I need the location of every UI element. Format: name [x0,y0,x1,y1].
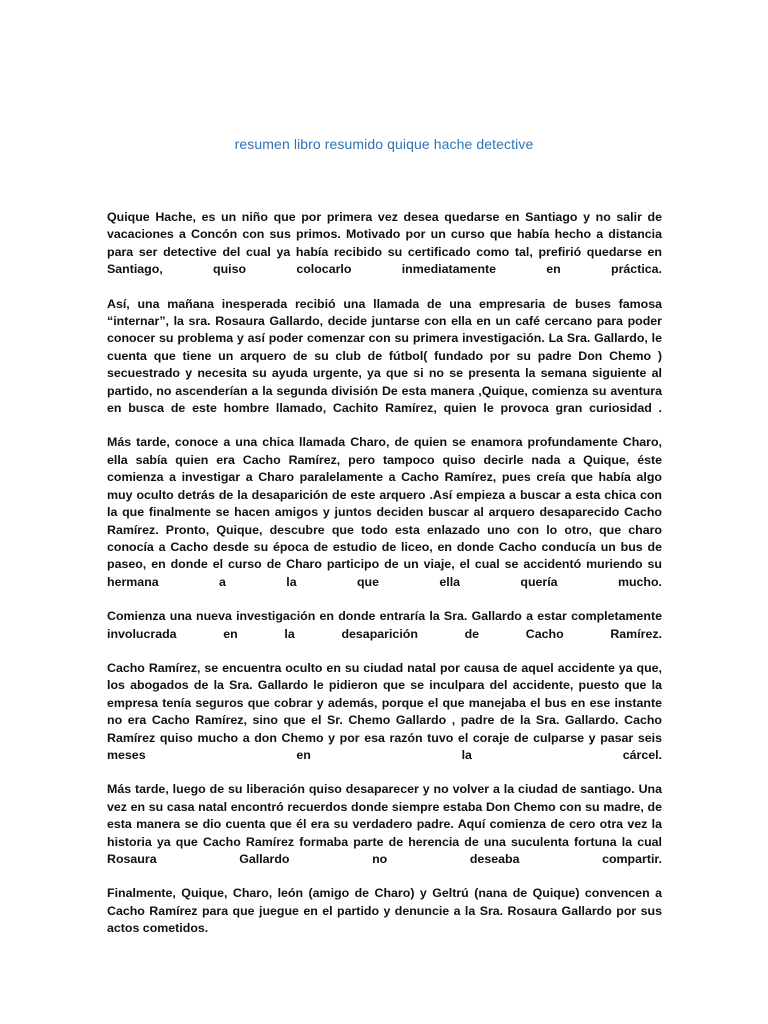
paragraph-4: Comienza una nueva investigación en donde entraría la Sra. Gallardo a estar completamente involucrada en la desaparición de Cacho Ramírez. [107,609,662,641]
paragraph-5: Cacho Ramírez, se encuentra oculto en su ciudad natal por causa de aquel accidente ya que, los abogados de la Sra. Gallardo le pidieron que se inculpara del accidente, puesto que la empresa tenía seguros que cobrar y además, porque el que manejaba el bus en ese instante no era Cacho Ramírez, sino que el Sr. Chemo Gallardo , padre de la Sra. Gallardo. Cacho Ramírez quiso mucho a don Chemo y por esa razón tuvo el coraje de culparse y pasar seis meses en la cárcel. [107,660,662,762]
paragraph-3: Más tarde, conoce a una chica llamada Charo, de quien se enamora profundamente Charo, ella sabía quien era Cacho Ramírez, pero tampoco quiso decirle nada a Quique, éste comienza a investigar a Charo paralelamente a Cacho Ramírez, pues creía que había algo muy oculto detrás de la desaparición de este arquero .Así empieza a buscar a esta chica con la que finalmente se hacen amigos y juntos deciden buscar al arquero desaparecido Cacho Ramírez. Pronto, Quique, descubre que todo esta enlazado uno con lo otro, que charo conocía a Cacho desde su época de estudio de liceo, en donde Cacho conducía un bus de paseo, en donde el curso de Charo participo de un viaje, el cual se accidentó muriendo su hermana a la que ella quería mucho. [107,435,662,589]
document-title: resumen libro resumido quique hache detective [234,136,534,152]
paragraph-2: Así, una mañana inesperada recibió una llamada de una empresaria de buses famosa “internar”, la sra. Rosaura Gallardo, decide juntarse con ella en un café cercano para poder conocer su problema y así poder comenzar con su primera investigación. La Sra. Gallardo, le cuenta que tiene un arquero de su club de fútbol( fundado por su padre Don Chemo ) secuestrado y necesita su ayuda urgente, ya que si no se presenta la semana siguiente al partido, no ascenderían a la segunda división De esta manera ,Quique, comienza su aventura en busca de este hombre llamado, Cachito Ramírez, quien le provoca gran curiosidad . [107,296,662,416]
paragraph-7: Finalmente, Quique, Charo, león (amigo de Charo) y Geltrú (nana de Quique) convencen a Cacho Ramírez para que juegue en el partido y denuncie a la Sra. Rosaura Gallardo por sus actos cometidos. [107,886,662,936]
paragraph-1: Quique Hache, es un niño que por primera vez desea quedarse en Santiago y no salir de vacaciones a Concón con sus primos. Motivado por un curso que había hecho a distancia para ser detective del cual ya había recibido su certificado como tal, prefirió quedarse en Santiago, quiso colocarlo inmediatamente en práctica. [107,210,662,277]
document-body [107,209,662,955]
paragraph-6: Más tarde, luego de su liberación quiso desaparecer y no volver a la ciudad de santiago. Una vez en su casa natal encontró recuerdos donde siempre estaba Don Chemo con su madre, de esta manera se dio cuenta que él era su verdadero padre. Aquí comienza de cero otra vez la historia ya que Cacho Ramírez formaba parte de herencia de una suculenta fortuna la cual Rosaura Gallardo no deseaba compartir. [107,782,662,866]
